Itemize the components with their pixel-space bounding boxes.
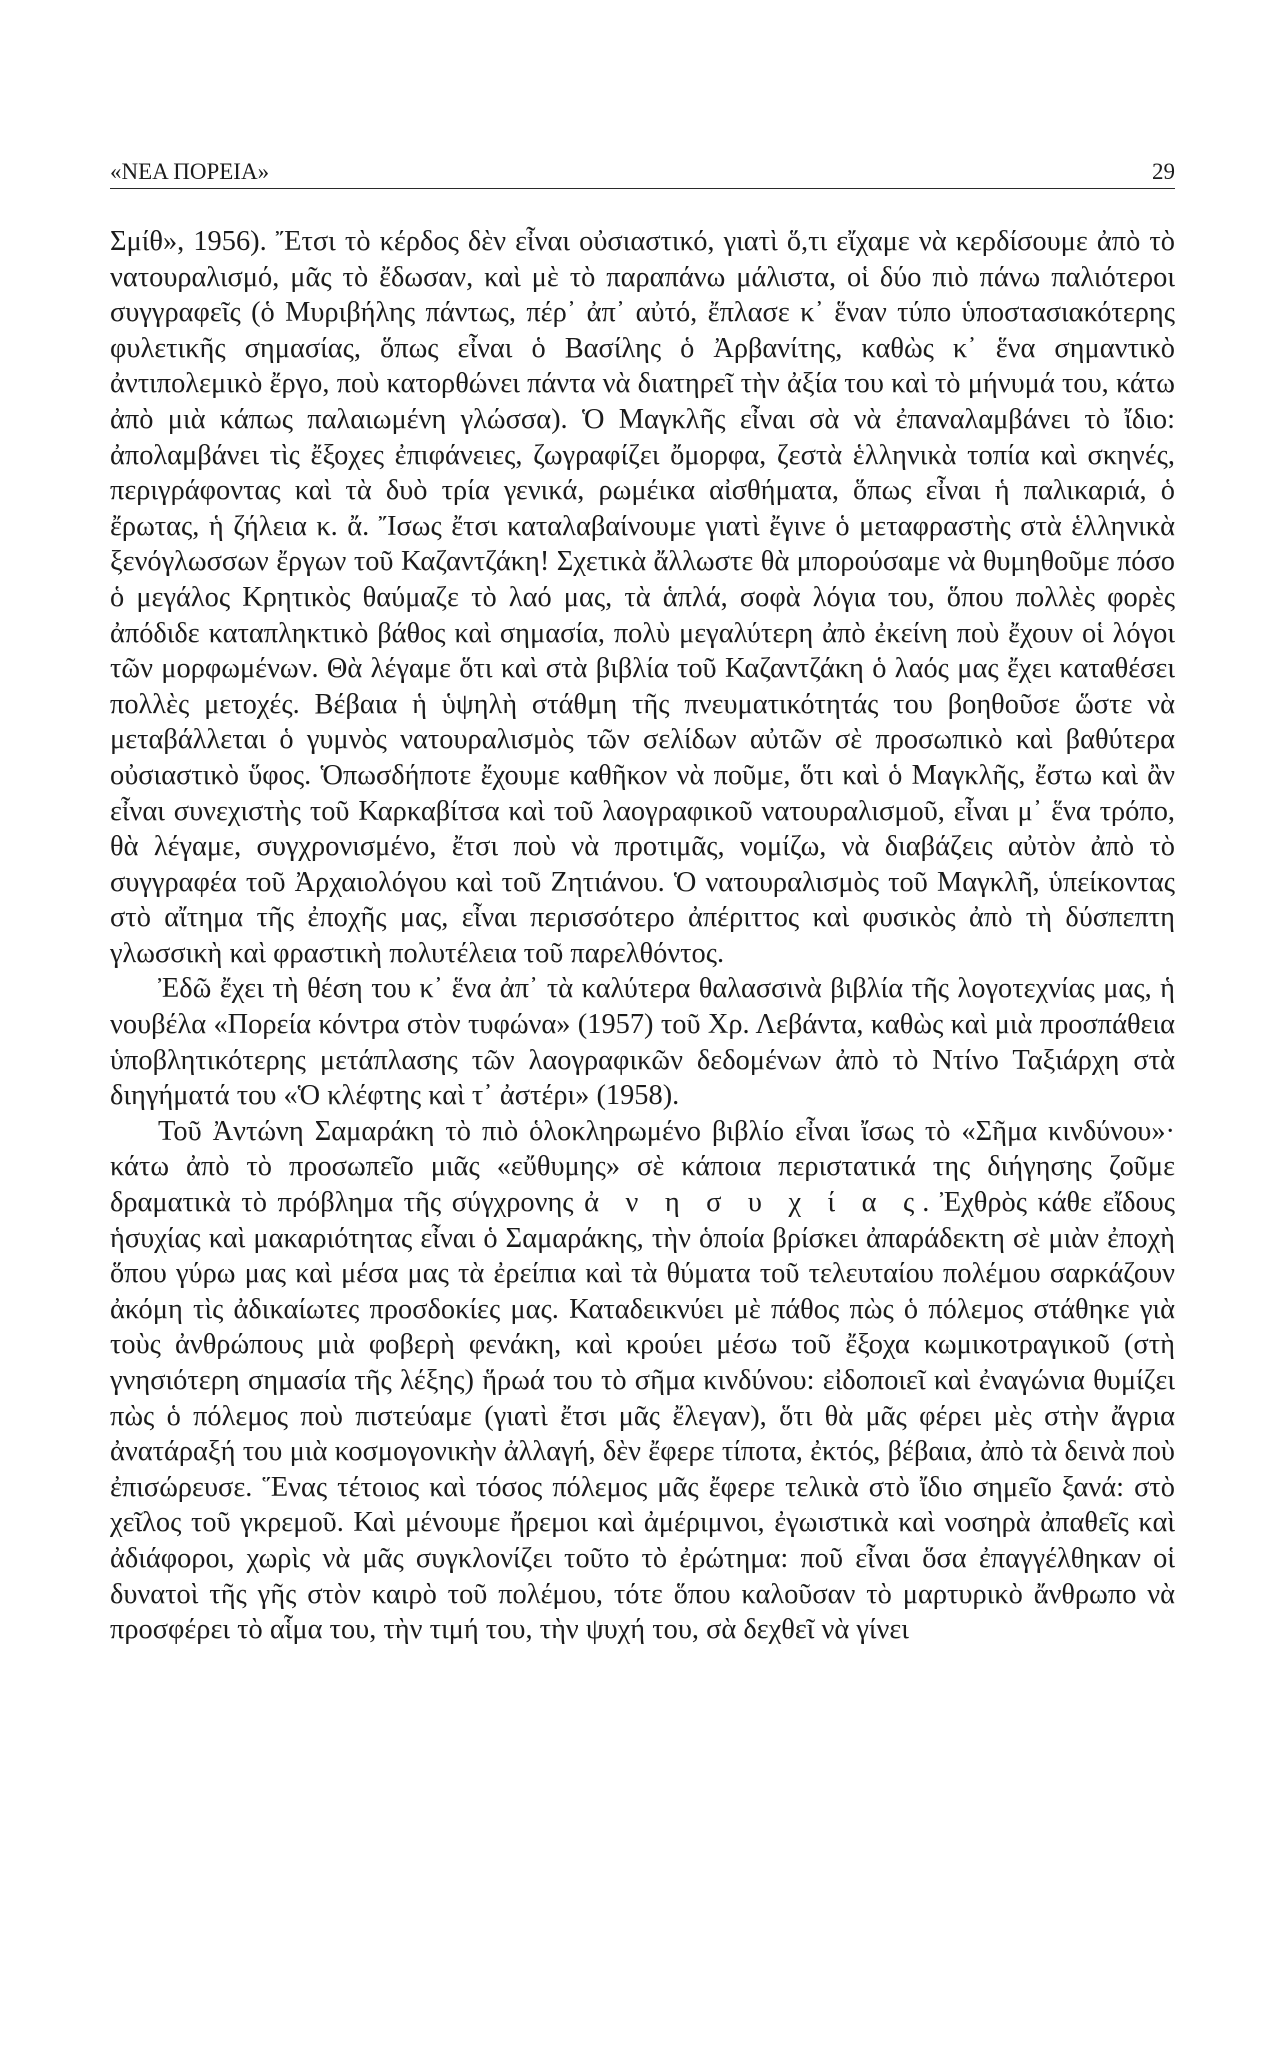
book-page — [110, 0, 1175, 2048]
paragraph-3 — [110, 1114, 1175, 1648]
page-number: 29 — [1152, 159, 1175, 184]
spaced-word: ἀ ν η σ υ χ ί α ς — [584, 1187, 923, 1219]
paragraph-3-start: Τοῦ Ἀντώνη Σαμαράκη τὸ πιὸ ὁλοκληρωμένο βιβλίο εἶναι ἴσως τὸ «Σῆμα κινδύνου»· κάτω ἀπὸ τὸ προσωπεῖο μιᾶς «εὔθυμης» σὲ κάποια περιστατικά της διήγησης ζοῦμε δραματικὰ τὸ πρόβλημα τῆς σύγχρονης — [110, 1115, 1175, 1219]
paragraph-2: Ἐδῶ ἔχει τὴ θέση του κ᾽ ἕνα ἀπ᾽ τὰ καλύτερα θαλασσινὰ βιβλία τῆς λογοτεχνίας μας, ἡ νουβέλα «Πορεία κόντρα στὸν τυφώνα» (1957) τοῦ Χρ. Λεβάντα, καθὼς καὶ μιὰ προσπάθεια ὑποβλητικότερης μετάπλασης τῶν λαογραφικῶν δεδομένων ἀπὸ τὸ Ντίνο Ταξιάρχη στὰ διηγήματά του «Ὁ κλέφτης καὶ τ᾽ ἀστέρι» (1958). — [110, 973, 1175, 1112]
paragraph-1: Σμίθ», 1956). Ἔτσι τὸ κέρδος δὲν εἶναι οὐσιαστικό, γιατὶ ὅ,τι εἴχαμε νὰ κερδίσουμε ἀπὸ τὸ νατουραλισμό, μᾶς τὸ ἔδωσαν, καὶ μὲ τὸ παραπάνω μάλιστα, οἱ δύο πιὸ πάνω παλιότεροι συγγραφεῖς (ὁ Μυριβήλης πάντως, πέρ᾽ ἀπ᾽ αὐτό, ἔπλασε κ᾽ ἕναν τύπο ὑποστασιακότερης φυλετικῆς σημασίας, ὅπως εἶναι ὁ Βασίλης ὁ Ἀρβανίτης, καθὼς κ᾽ ἕνα σημαντικὸ ἀντιπολεμικὸ ἔργο, ποὺ κατορθώνει πάντα νὰ διατηρεῖ τὴν ἀξία του καὶ τὸ μήνυμά του, κάτω ἀπὸ μιὰ κάπως παλαιωμένη γλώσσα). Ὁ Μαγκλῆς εἶναι σὰ νὰ ἐπαναλαμβάνει τὸ ἴδιο: ἀπολαμβάνει τὶς ἔξοχες ἐπιφάνειες, ζωγραφίζει ὄμορφα, ζεστὰ ἑλληνικὰ τοπία καὶ σκηνές, περιγράφοντας καὶ τὰ δυὸ τρία γενικά, ρωμέικα αἰσθήματα, ὅπως εἶναι ἡ παλικαριά, ὁ ἔρωτας, ἡ ζήλεια κ. ἄ. Ἴσως ἔτσι καταλαβαίνουμε γιατὶ ἔγινε ὁ μεταφραστὴς στὰ ἑλληνικὰ ξενόγλωσσων ἔργων τοῦ Καζαντζάκη! Σχετικὰ ἄλλωστε θὰ μπορούσαμε νὰ θυμηθοῦμε πόσο ὁ μεγάλος Κρητικὸς θαύμαζε τὸ λαό μας, τὰ ἁπλά, σοφὰ λόγια του, ὅπου πολλὲς φορὲς ἀπόδιδε καταπληκτικὸ βάθος καὶ σημασία, πολὺ μεγαλύτερη ἀπὸ ἐκείνη ποὺ ἔχουν οἱ λόγοι τῶν μορφωμένων. Θὰ λέγαμε ὅτι καὶ στὰ βιβλία τοῦ Καζαντζάκη ὁ λαός μας ἔχει καταθέσει πολλὲς μετοχές. Βέβαια ἡ ὑψηλὴ στάθμη τῆς πνευματικότητάς του βοηθοῦσε ὥστε νὰ μεταβάλλεται ὁ γυμνὸς νατουραλισμὸς τῶν σελίδων αὐτῶν σὲ προσωπικὸ καὶ βαθύτερα οὐσιαστικὸ ὕφος. Ὁπωσδήποτε ἔχουμε καθῆκον νὰ ποῦμε, ὅτι καὶ ὁ Μαγκλῆς, ἔστω καὶ ἂν εἶναι συνεχιστὴς τοῦ Καρκαβίτσα καὶ τοῦ λαογραφικοῦ νατουραλισμοῦ, εἶναι μ᾽ ἕνα τρόπο, θὰ λέγαμε, συγχρονισμένο, ἔτσι ποὺ νὰ προτιμᾶς, νομίζω, νὰ διαβάζεις αὐτὸν ἀπὸ τὸ συγγραφέα τοῦ Ἀρχαιολόγου καὶ τοῦ Ζητιάνου. Ὁ νατουραλισμὸς τοῦ Μαγκλῆ, ὑπείκοντας στὸ αἴτημα τῆς ἐποχῆς μας, εἶναι περισσότερο ἀπέριττος καὶ φυσικὸς ἀπὸ τὴ δύσπεπτη γλωσσικὴ καὶ φραστικὴ πολυτέλεια τοῦ παρελθόντος. — [110, 226, 1175, 969]
running-head — [110, 145, 1175, 189]
paragraph-3-rest: . Ἐχθρὸς κάθε εἴδους ἡσυχίας καὶ μακαριότητας εἶναι ὁ Σαμαράκης, τὴν ὁποία βρίσκει ἀπαράδεκτη σὲ μιὰν ἐποχὴ ὅπου γύρω μας καὶ μέσα μας τὰ ἐρείπια καὶ τὰ θύματα τοῦ τελευταίου πολέμου σαρκάζουν ἀκόμη τὶς ἀδικαίωτες προσδοκίες μας. Καταδεικνύει μὲ πάθος πὼς ὁ πόλεμος στάθηκε γιὰ τοὺς ἀνθρώπους μιὰ φοβερὴ φενάκη, καὶ κρούει μέσω τοῦ ἔξοχα κωμικοτραγικοῦ (στὴ γνησιότερη σημασία τῆς λέξης) ἥρωά του τὸ σῆμα κινδύνου: εἰδοποιεῖ καὶ ἐναγώνια θυμίζει πὼς ὁ πόλεμος ποὺ πιστεύαμε (γιατὶ ἔτσι μᾶς ἔλεγαν), ὅτι θὰ μᾶς φέρει μὲς στὴν ἄγρια ἀνατάραξή του μιὰ κοσμογονικὴν ἀλλαγή, δὲν ἔφερε τίποτα, ἐκτός, βέβαια, ἀπὸ τὰ δεινὰ ποὺ ἐπισώρευσε. Ἕνας τέτοιος καὶ τόσος πόλεμος μᾶς ἔφερε τελικὰ στὸ ἴδιο σημεῖο ξανά: στὸ χεῖλος τοῦ γκρεμοῦ. Καὶ μένουμε ἤρεμοι καὶ ἀμέριμνοι, ἐγωιστικὰ καὶ νοσηρὰ ἀπαθεῖς καὶ ἀδιάφοροι, χωρὶς νὰ μᾶς συγκλονίζει τοῦτο τὸ ἐρώτημα: ποῦ εἶναι ὅσα ἐπαγγέλθηκαν οἱ δυνατοὶ τῆς γῆς στὸν καιρὸ τοῦ πολέμου, τότε ὅπου καλοῦσαν τὸ μαρτυρικὸ ἄνθρωπο νὰ προσφέρει τὸ αἷμα του, τὴν τιμή του, τὴν ψυχή του, σὰ δεχθεῖ νὰ γίνει — [110, 1187, 1175, 1646]
journal-title: «ΝΕΑ ΠΟΡΕΙΑ» — [110, 159, 270, 184]
body-text — [110, 224, 1175, 1648]
